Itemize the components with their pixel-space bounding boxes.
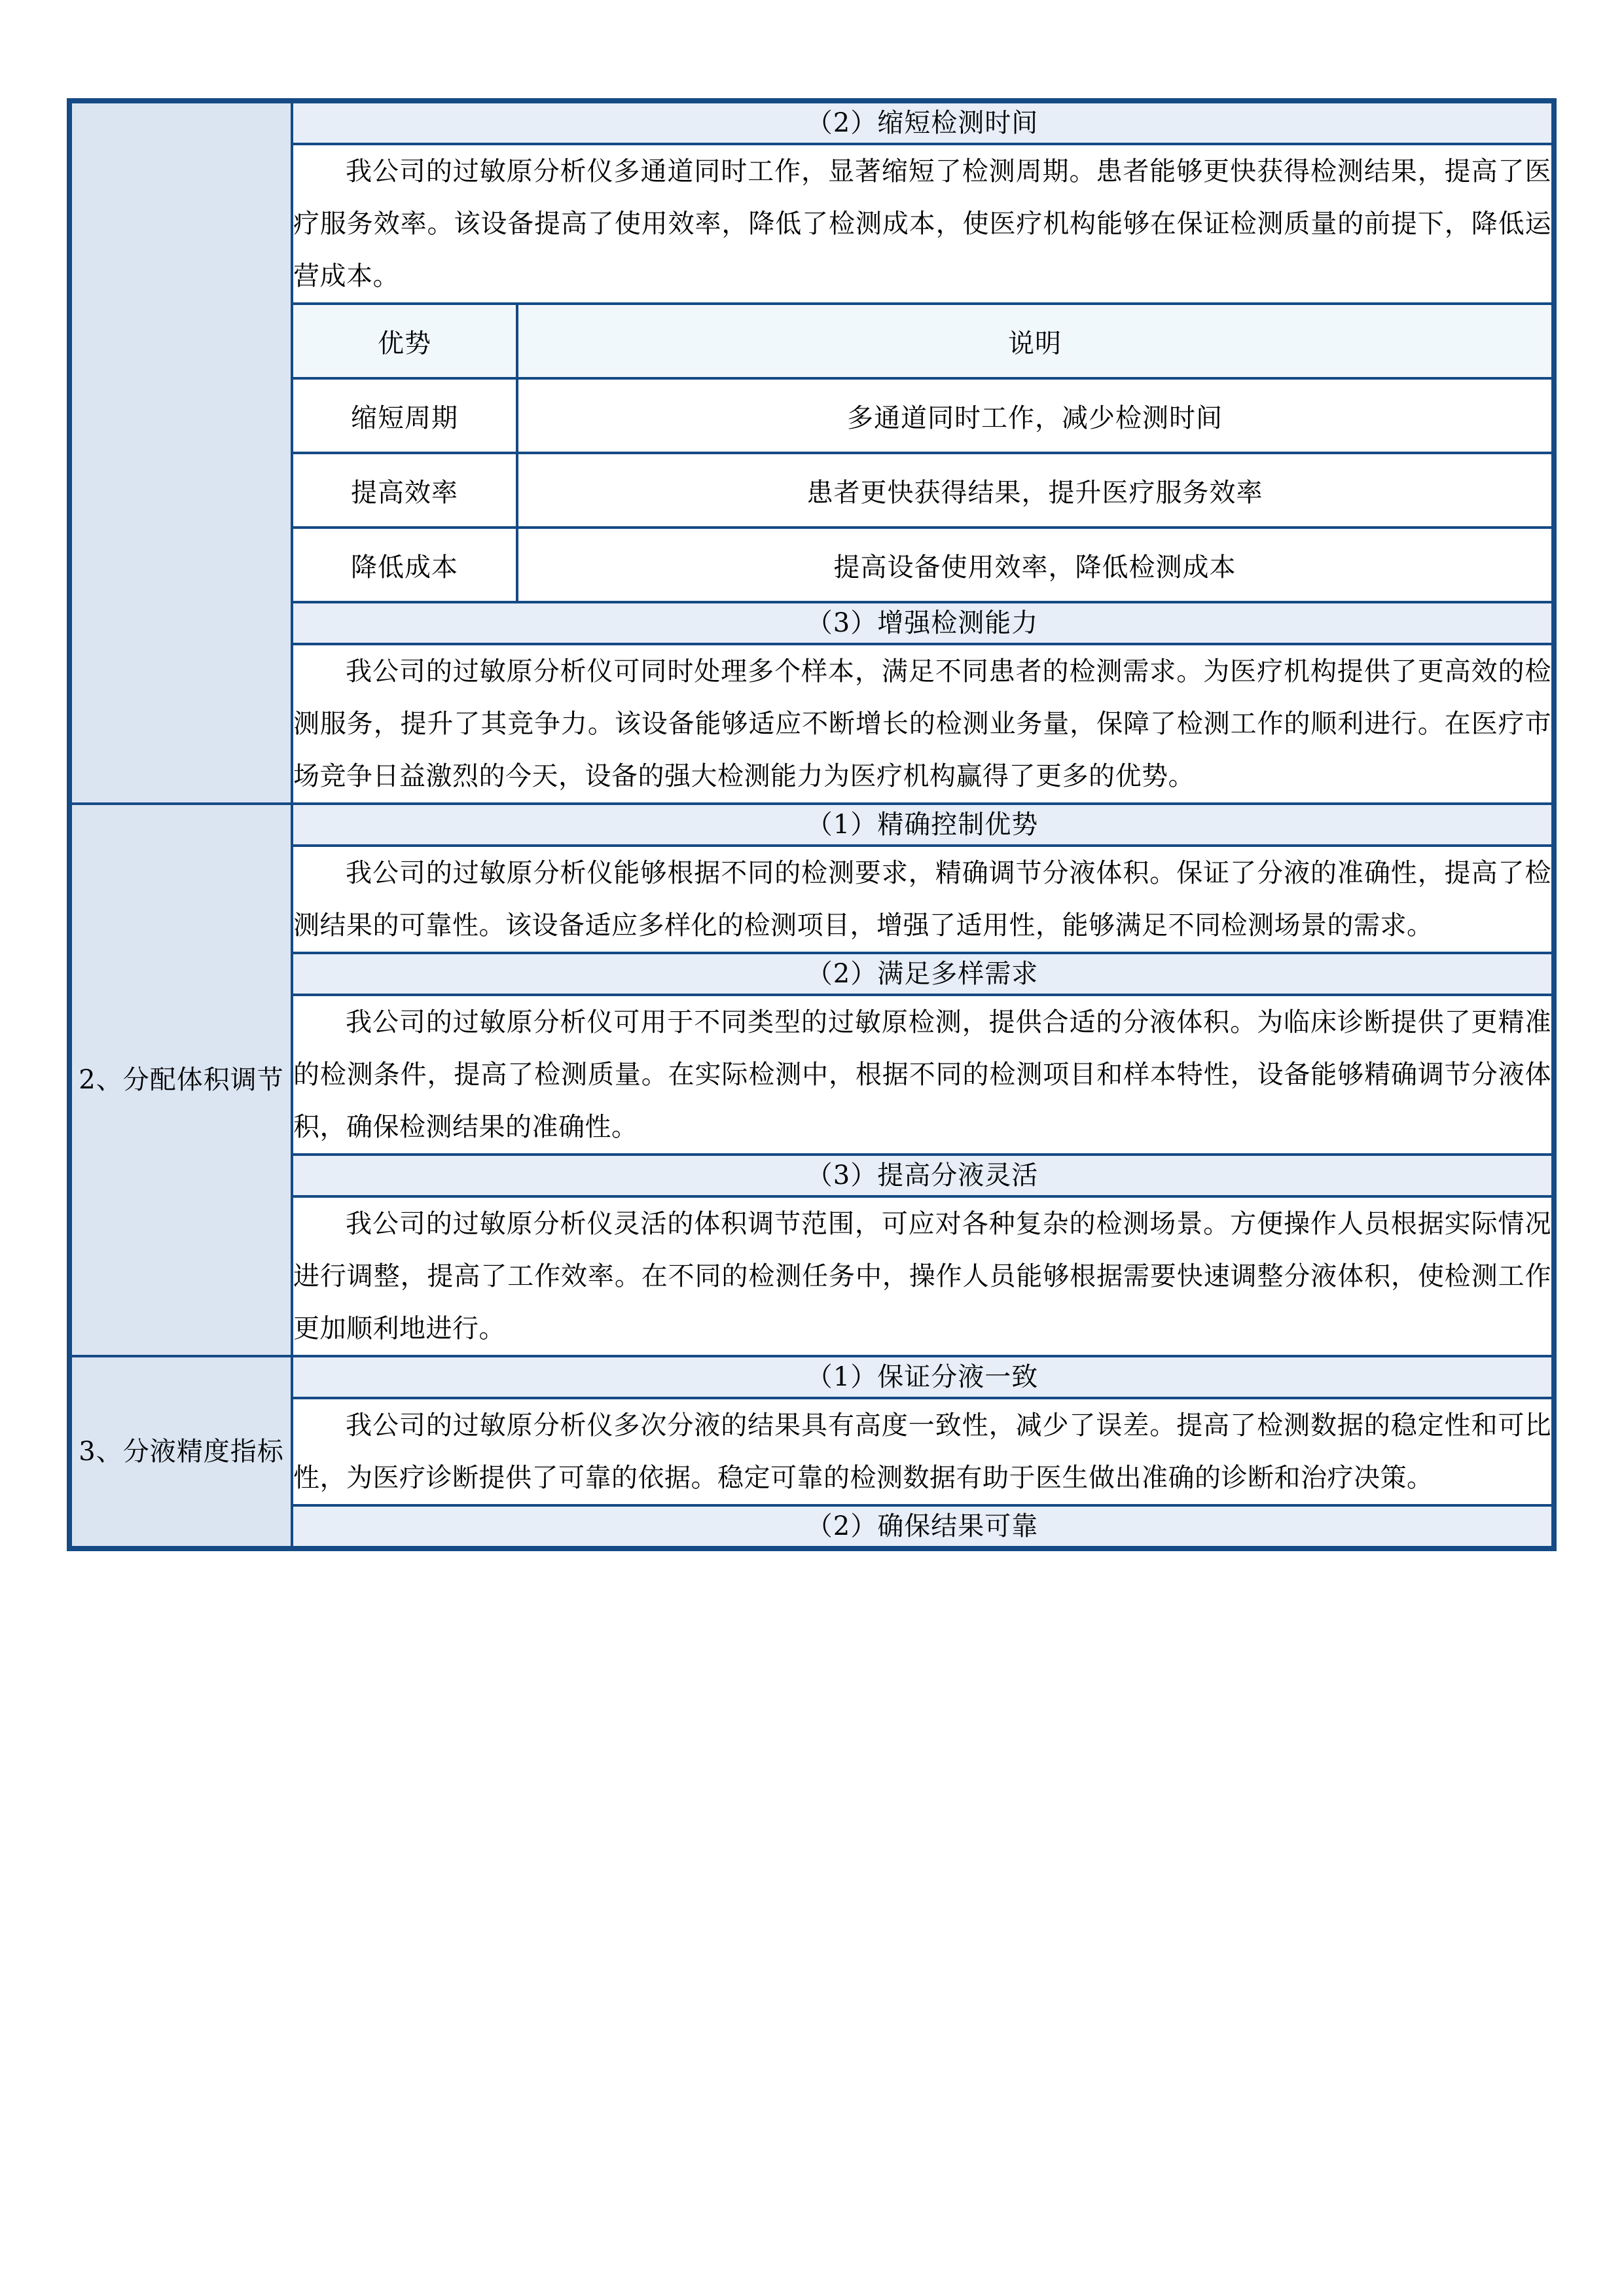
section-heading-2-shorten-time: （2）缩短检测时间 (292, 101, 1554, 144)
advantage-summary-table-host (292, 304, 1554, 602)
table-row (69, 101, 1554, 144)
section-label-cell-1 (69, 101, 292, 804)
advantages-table (67, 98, 1557, 1551)
inner-cell-advantage: 降低成本 (293, 528, 517, 601)
section-heading-3-dispensing-flexibility: （3）提高分液灵活 (292, 1155, 1554, 1196)
table-body (69, 101, 1554, 1549)
paragraph-cell-shorten-time (292, 144, 1554, 304)
paragraph-text: 我公司的过敏原分析仪可同时处理多个样本，满足不同患者的检测需求。为医疗机构提供了更高效的检测服务，提升了其竞争力。该设备能够适应不断增长的检测业务量，保障了检测工作的顺利进行。在医疗市场竞争日益激烈的今天，设备的强大检测能力为医疗机构赢得了更多的优势。 (293, 656, 1551, 791)
paragraph-text: 我公司的过敏原分析仪多通道同时工作，显著缩短了检测周期。患者能够更快获得检测结果，提高了医疗服务效率。该设备提高了使用效率，降低了检测成本，使医疗机构能够在保证检测质量的前提下，降低运营成本。 (293, 156, 1551, 291)
inner-cell-advantage: 缩短周期 (293, 378, 517, 453)
inner-cell-description: 患者更快获得结果，提升医疗服务效率 (517, 453, 1551, 528)
inner-table-row (293, 453, 1551, 528)
table-row (69, 995, 1554, 1155)
paragraph-cell-precise-control (292, 846, 1554, 953)
table-row (69, 953, 1554, 995)
section-label-cell-3 (69, 1356, 292, 1549)
table-row (69, 144, 1554, 304)
table-row (69, 1356, 1554, 1398)
section-label-cell-2 (69, 804, 292, 1356)
paragraph-text: 我公司的过敏原分析仪灵活的体积调节范围，可应对各种复杂的检测场景。方便操作人员根据实际情况进行调整，提高了工作效率。在不同的检测任务中，操作人员能够根据需要快速调整分液体积，使检测工作更加顺利地进行。 (293, 1209, 1551, 1344)
table-row (69, 602, 1554, 644)
inner-cell-description: 多通道同时工作，减少检测时间 (517, 378, 1551, 453)
table-row (69, 644, 1554, 804)
inner-header-advantage: 优势 (293, 305, 517, 378)
table-row (69, 304, 1554, 602)
inner-header-description: 说明 (517, 305, 1551, 378)
section-heading-3-enhance-capacity: （3）增强检测能力 (292, 602, 1554, 644)
section-heading-1-precise-control: （1）精确控制优势 (292, 804, 1554, 846)
section-heading-1-consistent-dispensing: （1）保证分液一致 (292, 1356, 1554, 1398)
inner-cell-advantage: 提高效率 (293, 453, 517, 528)
table-row (69, 1398, 1554, 1505)
section-heading-2-diverse-needs: （2）满足多样需求 (292, 953, 1554, 995)
inner-cell-description: 提高设备使用效率，降低检测成本 (517, 528, 1551, 601)
inner-table-row (293, 528, 1551, 601)
paragraph-text: 我公司的过敏原分析仪多次分液的结果具有高度一致性，减少了误差。提高了检测数据的稳定性和可比性，为医疗诊断提供了可靠的依据。稳定可靠的检测数据有助于医生做出准确的诊断和治疗决策。 (293, 1410, 1551, 1493)
section-heading-2-reliable-results: （2）确保结果可靠 (292, 1505, 1554, 1549)
section-label-text: 3、分液精度指标 (79, 1437, 284, 1467)
paragraph-cell-consistent-dispensing (292, 1398, 1554, 1505)
section-label-text: 2、分配体积调节 (79, 1065, 284, 1095)
inner-table-header-row (293, 305, 1551, 378)
paragraph-text: 我公司的过敏原分析仪可用于不同类型的过敏原检测，提供合适的分液体积。为临床诊断提供了更精准的检测条件，提高了检测质量。在实际检测中，根据不同的检测项目和样本特性，设备能够精确调节分液体积，确保检测结果的准确性。 (293, 1007, 1551, 1142)
advantage-summary-table (293, 305, 1551, 601)
paragraph-cell-diverse-needs (292, 995, 1554, 1155)
paragraph-cell-enhance-capacity (292, 644, 1554, 804)
inner-table-row (293, 378, 1551, 453)
table-row (69, 1155, 1554, 1196)
paragraph-text: 我公司的过敏原分析仪能够根据不同的检测要求，精确调节分液体积。保证了分液的准确性，提高了检测结果的可靠性。该设备适应多样化的检测项目，增强了适用性，能够满足不同检测场景的需求。 (293, 858, 1551, 941)
paragraph-cell-dispensing-flexibility (292, 1196, 1554, 1356)
table-row (69, 846, 1554, 953)
table-row (69, 804, 1554, 846)
table-row (69, 1196, 1554, 1356)
table-row (69, 1505, 1554, 1549)
